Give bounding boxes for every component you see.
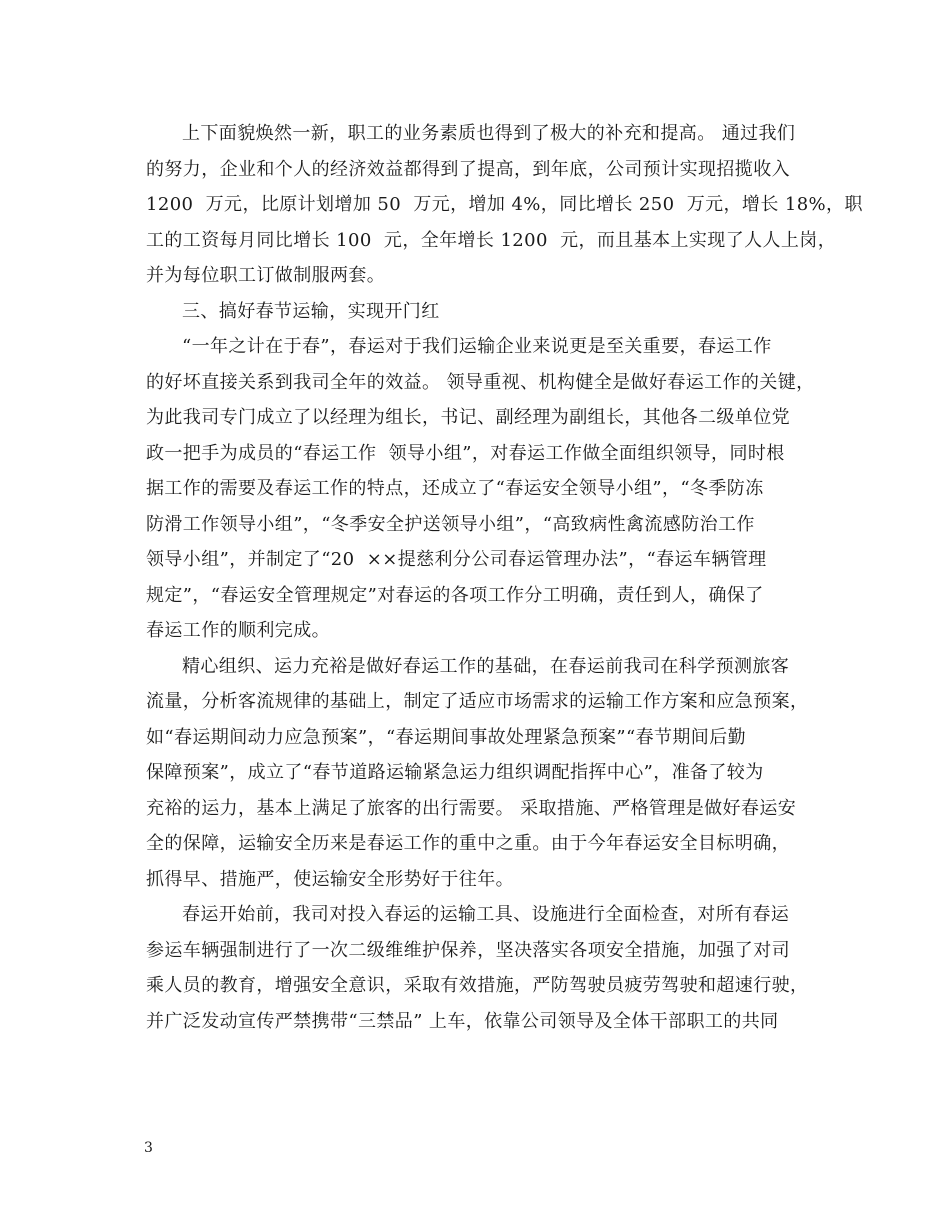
- text-line: 规定”，“春运安全管理规定”对春运的各项工作分工明确，责任到人，确保了: [146, 584, 764, 606]
- section-heading: 三、搞好春节运输，实现开门红: [182, 300, 440, 322]
- text-line: 据工作的需要及春运工作的特点，还成立了“春运安全领导小组”，“冬季防冻: [146, 478, 764, 499]
- text-line: 并为每位职工订做制服两套。: [146, 265, 386, 286]
- text-line: 精心组织、运力充裕是做好春运工作的基础，在春运前我司在科学预测旅客: [182, 655, 790, 677]
- text-line: 并广泛发动宣传严禁携带“三禁品” 上车，依靠公司领导及全体干部职工的共同: [146, 1010, 779, 1032]
- page-number: 3: [144, 1140, 153, 1156]
- text-line: 流量，分析客流规律的基础上，制定了适应市场需求的运输工作方案和应急预案，: [146, 691, 809, 712]
- text-line: 充裕的运力，基本上满足了旅客的出行需要。 采取措施、严格管理是做好春运安: [146, 797, 797, 819]
- text-line: “一年之计在于春”，春运对于我们运输企业来说更是至关重要，春运工作: [182, 336, 772, 357]
- body-text: [146, 116, 863, 1039]
- text-line: 政一把手为成员的“春运工作 领导小组”，对春运工作做全面组织领导，同时根: [146, 442, 785, 464]
- text-line: 春运工作的顺利完成。: [146, 620, 330, 641]
- text-line: 乘人员的教育，增强安全意识，采取有效措施，严防驾驶员疲劳驾驶和超速行驶，: [146, 975, 809, 996]
- text-line: 如“春运期间动力应急预案”，“春运期间事故处理紧急预案”“春节期间后勤: [146, 726, 747, 748]
- text-line: 春运开始前，我司对投入春运的运输工具、设施进行全面检查，对所有春运: [182, 904, 790, 925]
- text-line: 为此我司专门成立了以经理为组长，书记、副经理为副组长，其他各二级单位党: [146, 407, 790, 428]
- text-line: 上下面貌焕然一新，职工的业务素质也得到了极大的补充和提高。 通过我们: [182, 123, 796, 144]
- text-line: 的努力，企业和个人的经济效益都得到了提高，到年底，公司预计实现招揽收入: [146, 158, 790, 180]
- text-line: 1200 万元，比原计划增加 50 万元，增加 4%，同比增长 250 万元，增长 18%，职: [146, 194, 863, 215]
- text-line: 全的保障，运输安全历来是春运工作的重中之重。由于今年春运安全目标明确，: [146, 833, 790, 854]
- text-line: 抓得早、措施严，使运输安全形势好于往年。: [146, 868, 514, 890]
- text-line: 领导小组”，并制定了“20 ××提慈利分公司春运管理办法”，“春运车辆管理: [146, 549, 767, 570]
- text-line: 参运车辆强制进行了一次二级维维护保养，坚决落实各项安全措施，加强了对司: [146, 939, 790, 961]
- text-line: 防滑工作领导小组”，“冬季安全护送领导小组”，“高致病性禽流感防治工作: [146, 513, 755, 535]
- text-line: 工的工资每月同比增长 100 元，全年增长 1200 元，而且基本上实现了人人上岗，: [146, 229, 837, 251]
- text-line: 的好坏直接关系到我司全年的效益。 领导重视、机构健全是做好春运工作的关键，: [146, 371, 815, 393]
- text-line: 保障预案”，成立了“春节道路运输紧急运力组织调配指挥中心”，准备了较为: [146, 762, 764, 783]
